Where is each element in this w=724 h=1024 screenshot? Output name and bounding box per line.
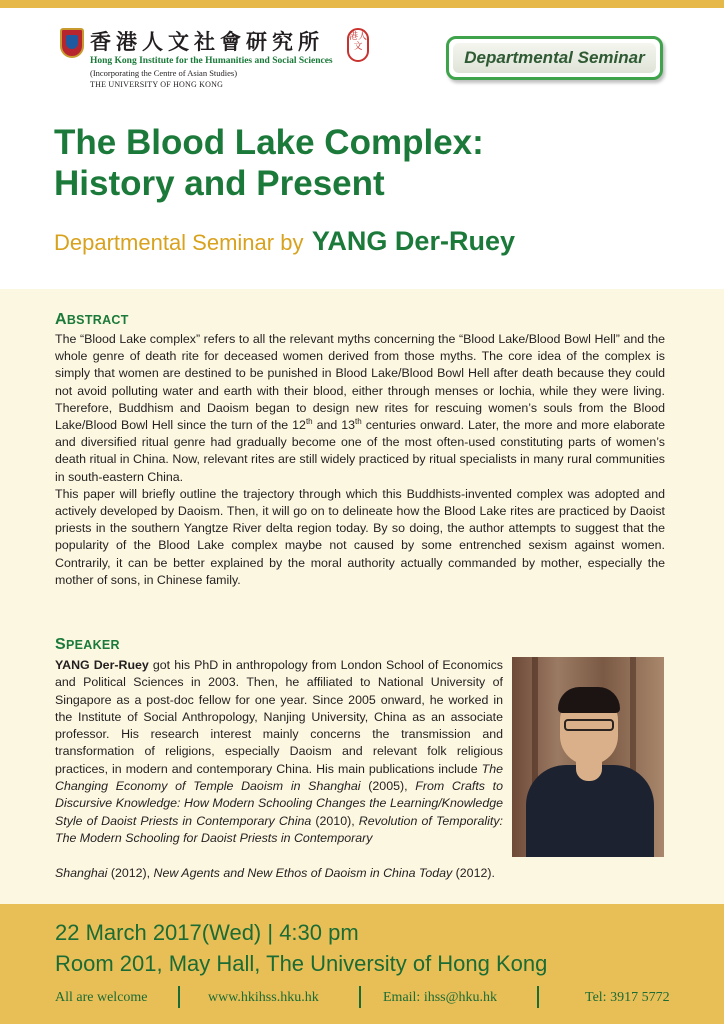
subtitle-prefix: Departmental Seminar by	[54, 230, 304, 255]
abstract-sup-2: th	[355, 416, 362, 426]
speaker-bio-tail	[55, 865, 665, 882]
abstract-p1-part-b: and 13	[312, 418, 356, 433]
event-venue: Room 201, May Hall, The University of Hong Kong	[55, 951, 548, 976]
title-line-2: History and Present	[54, 164, 385, 203]
seminar-badge-label: Departmental Seminar	[453, 43, 656, 73]
footer-welcome: All are welcome	[55, 990, 148, 1005]
footer-telephone: Tel: 3917 5772	[585, 990, 670, 1005]
photo-glasses	[564, 719, 614, 731]
speaker-bio	[55, 657, 503, 847]
footer-divider-3	[537, 986, 539, 1008]
red-seal-icon: 港人文	[347, 28, 369, 62]
subtitle	[54, 226, 515, 257]
seminar-badge	[446, 36, 663, 80]
publication-1-year: (2005),	[360, 779, 416, 794]
speaker-heading	[55, 636, 120, 654]
publication-3: Revolution of Temporality: The Modern Schooling for Daoist Priests in Contemporary	[55, 813, 503, 845]
abstract-heading	[55, 311, 129, 329]
title-line-1: The Blood Lake Complex:	[54, 123, 484, 162]
institute-chinese-name: 香港人文社會研究所	[90, 29, 324, 54]
institute-subtitle: (Incorporating the Centre of Asian Studies)	[90, 68, 238, 78]
speaker-name: YANG Der-Ruey	[55, 658, 149, 672]
speaker-heading-cap: S	[55, 636, 66, 653]
footer-website-link[interactable]: www.hkihss.hku.hk	[208, 990, 319, 1005]
publication-3-end: Shanghai	[55, 866, 108, 880]
photo-hair	[558, 687, 620, 713]
crest-shield-inner	[66, 35, 78, 49]
event-date-time: 22 March 2017(Wed) | 4:30 pm	[55, 920, 359, 945]
footer-email-link[interactable]: Email: ihss@hku.hk	[383, 990, 498, 1005]
publication-4: New Agents and New Ethos of Daoism in China Today	[153, 866, 453, 880]
footer-divider-1	[178, 986, 180, 1008]
speaker-heading-rest: PEAKER	[65, 638, 120, 652]
footer-divider-2	[359, 986, 361, 1008]
speaker-photo	[512, 657, 664, 857]
university-crest-icon	[60, 28, 84, 58]
top-gold-bar	[0, 0, 724, 8]
abstract-body	[55, 331, 665, 589]
abstract-paragraph-2: This paper will briefly outline the trajectory through which this Buddhists-invented complex was adopted and actively developed by Daoism. Then, it will go on to delineate how the Blood Lake rites are practiced by Daoist priests in the southern Yangtze River delta region today. By so doing, the author attempts to suggest that the popularity of the Blood Lake complex maybe not caused by some entrenched sexism against women. Contrarily, it can be better explained by the moral authority actually commanded by mother, especially the mother of sons, in Chinese family.	[55, 486, 665, 587]
abstract-heading-rest: BSTRACT	[66, 313, 129, 327]
publication-2-year: (2010),	[311, 813, 359, 828]
university-name: THE UNIVERSITY OF HONG KONG	[90, 80, 224, 89]
publication-4-year: (2012).	[452, 866, 495, 880]
abstract-sup-1: th	[305, 416, 313, 426]
institute-english-name: Hong Kong Institute for the Humanities and Social Sciences	[90, 56, 333, 66]
publication-3-year: (2012),	[107, 866, 154, 880]
abstract-heading-cap: A	[55, 311, 67, 328]
page-title	[54, 122, 694, 204]
abstract-p1-part-c: centuries onward. Later, the more and more elaborate and diversified ritual genre had gradually become one of the most often-used constituting parts of women’s death ritual in China. Now, relevant rites are still widely practiced by ritual specialists in many rural communities in south-eastern China.	[55, 418, 665, 484]
subtitle-speaker: YANG Der-Ruey	[311, 226, 515, 256]
publication-2: From Crafts to Discursive Knowledge: How Modern Schooling Changes the Learning/Knowledge Style of Daoist Priests in Contemporary China	[55, 779, 504, 828]
abstract-p1-part-a: The “Blood Lake complex” refers to all the relevant myths concerning the “Blood Lake/Blood Bowl Hell” and the whole genre of death rite for deceased women derived from those myths. The core idea of the complex is simply that women are destined to be punished in Blood Lake/Blood Bowl Hell after death because they could not avoid polluting water and earth with their blood, either through menses or lochia, while they were living. Therefore, Buddhism and Daoism began to design new rites for rescuing women’s souls from the Blood Lake/Blood Bowl Hell since the turn of the 12	[55, 332, 665, 433]
publication-1: The Changing Economy of Temple Daoism in Shanghai	[55, 761, 503, 794]
abstract-paragraph-1	[55, 331, 665, 486]
speaker-bio-text: got his PhD in anthropology from London School of Economics and Political Sciences in 2003. Then, he affiliated to National University of Singapore as a post-doc fellow for one year. Since 2005 onward, he worked in the Institute of Social Anthropology, Nanjing University, China as an associate professor. His research interest mainly concerns the transmission and transformation of religions, especially Daoism and relevant folk religious practices, in modern and contemporary China. His main publications include	[55, 658, 503, 776]
